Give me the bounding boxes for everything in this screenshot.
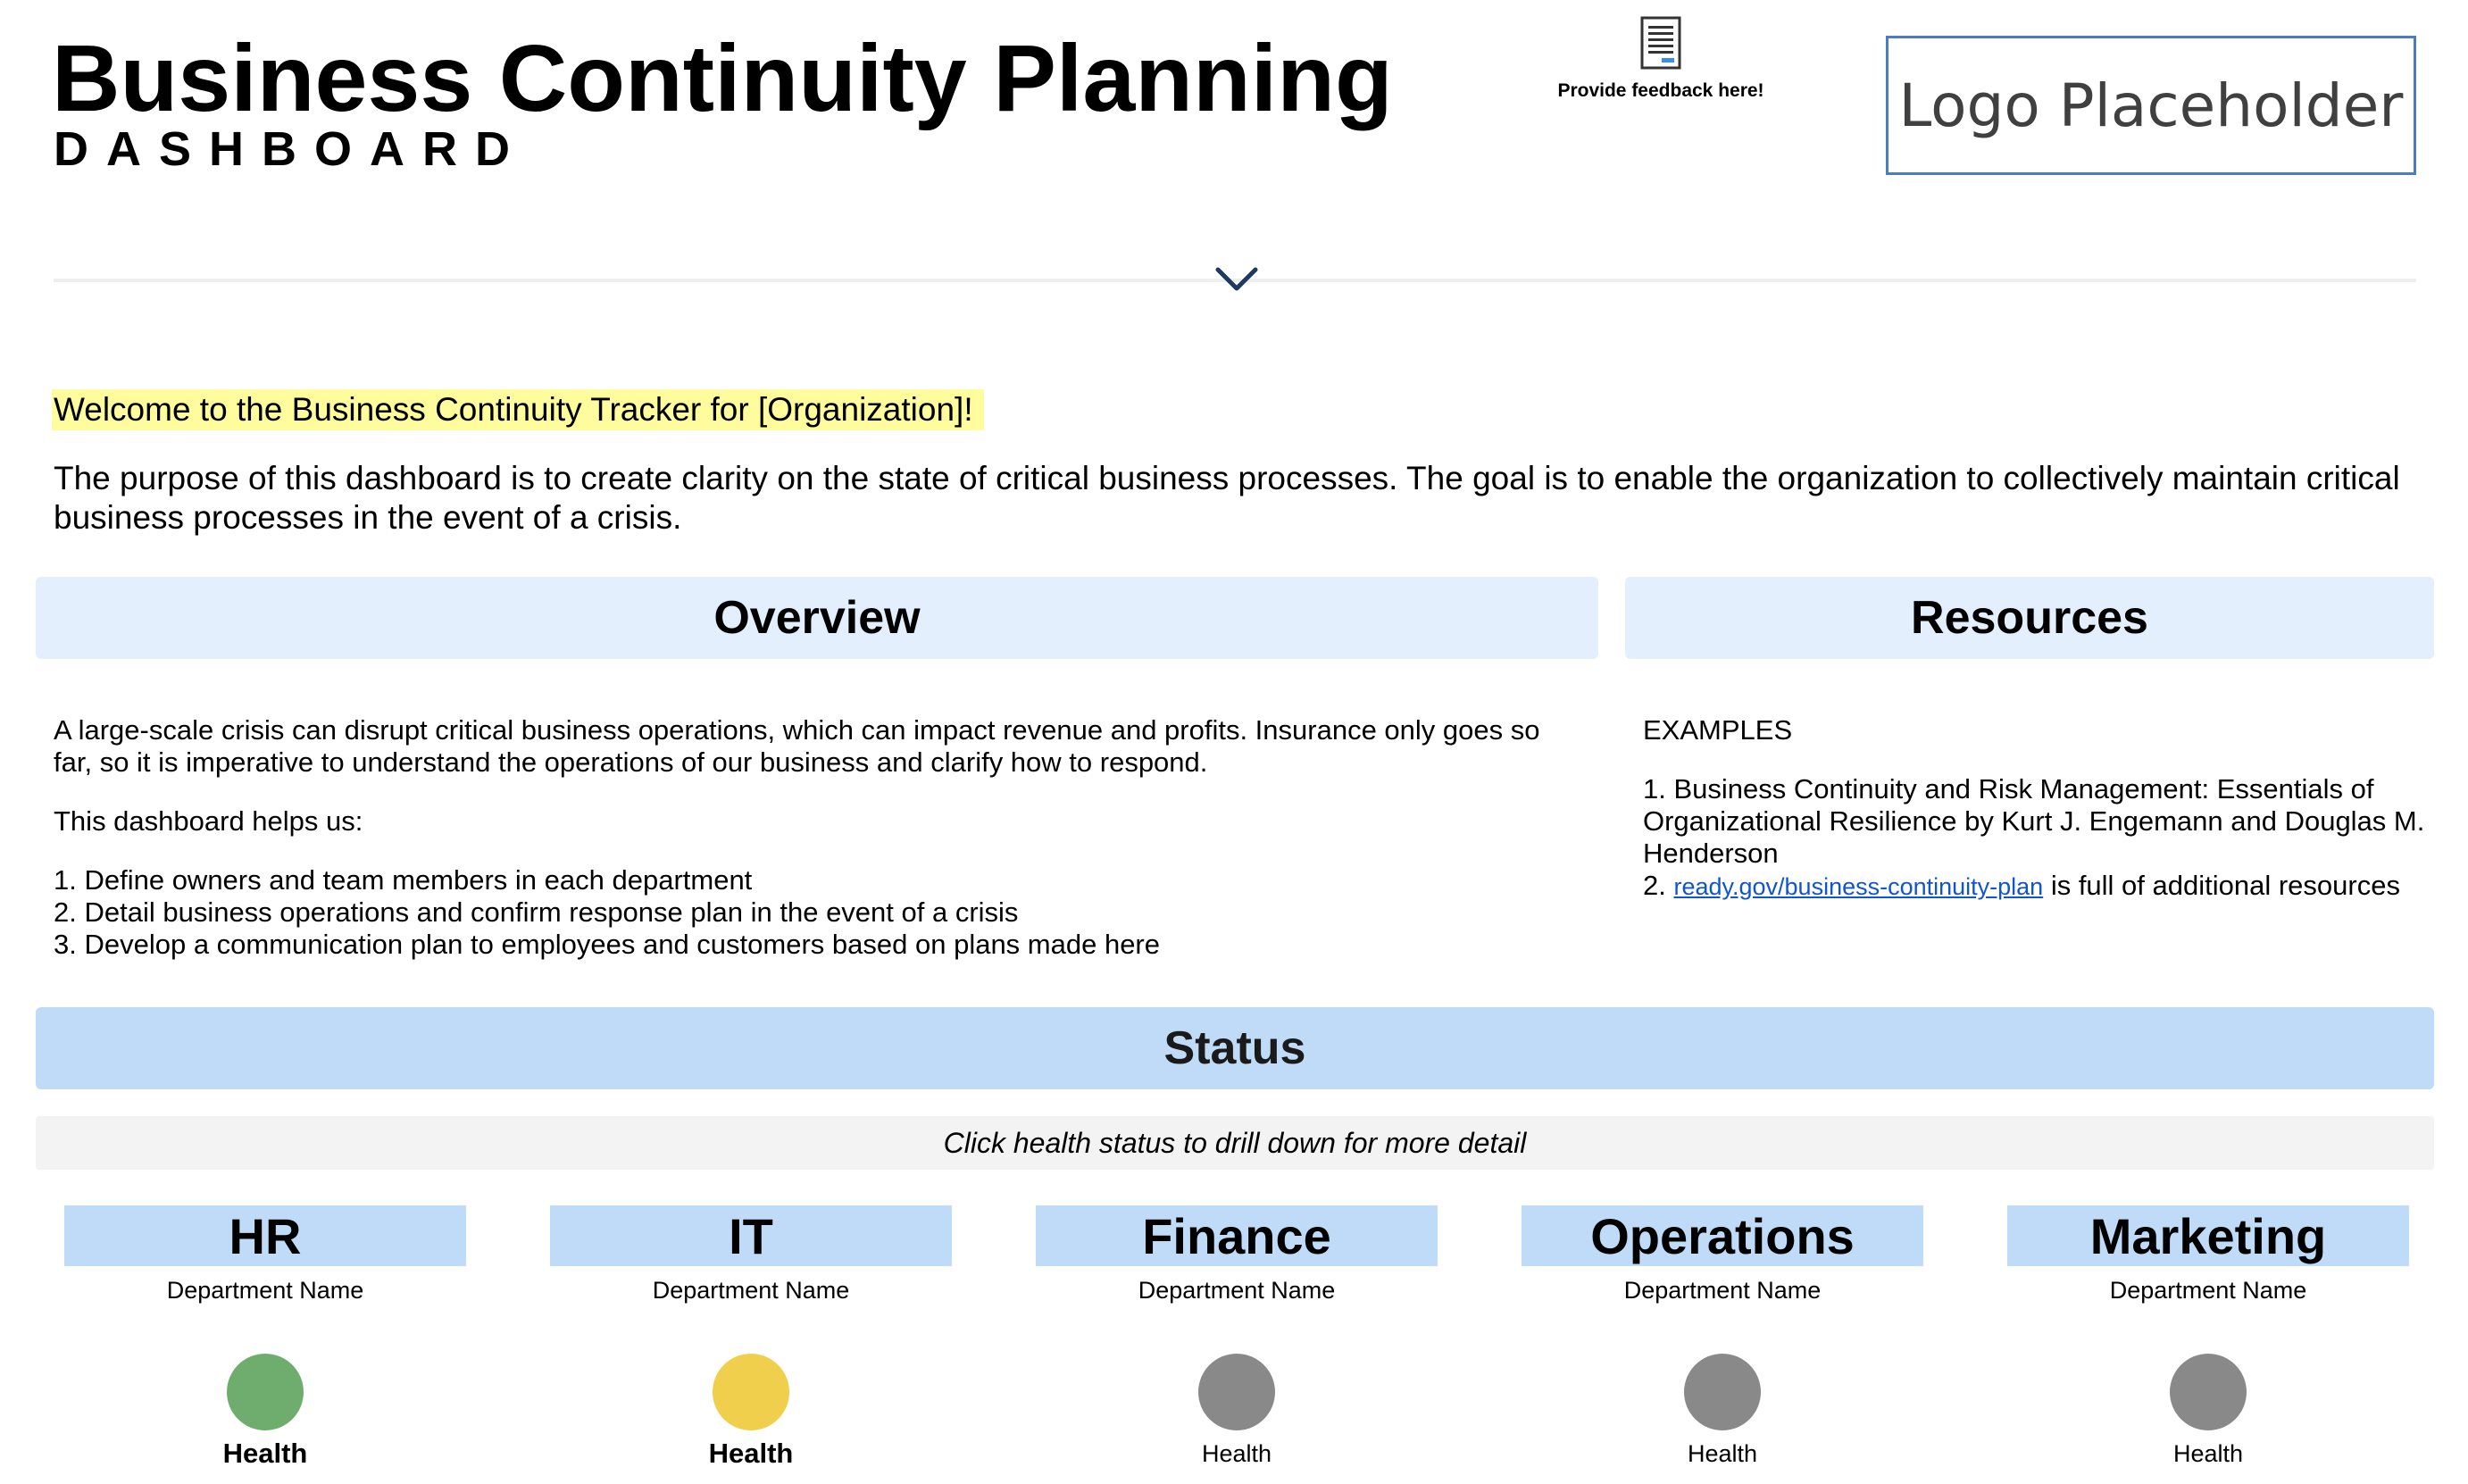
ready-gov-link[interactable]: ready.gov/business-continuity-plan bbox=[1673, 873, 2044, 900]
page-subtitle: DASHBOARD bbox=[54, 122, 528, 176]
examples-label: EXAMPLES bbox=[1643, 714, 1793, 746]
health-label[interactable]: Health bbox=[2172, 1440, 2244, 1467]
overview-heading-label: Overview bbox=[713, 592, 921, 644]
department-subtitle: Department Name bbox=[1138, 1277, 1336, 1304]
overview-body bbox=[54, 714, 1572, 961]
resources-heading bbox=[1625, 577, 2434, 659]
health-status-indicator[interactable] bbox=[227, 1354, 304, 1430]
department-card-marketing[interactable] bbox=[2007, 1205, 2409, 1470]
status-heading-label: Status bbox=[1163, 1022, 1306, 1074]
department-title: Marketing bbox=[2007, 1205, 2409, 1266]
list-item: 1. Define owners and team members in each department bbox=[54, 864, 753, 896]
health-label[interactable]: Health bbox=[1687, 1440, 1758, 1467]
logo-placeholder bbox=[1886, 36, 2416, 175]
department-subtitle: Department Name bbox=[652, 1277, 850, 1304]
status-hint: Click health status to drill down for more detail bbox=[36, 1116, 2434, 1170]
department-title: Finance bbox=[1036, 1205, 1438, 1266]
department-title: IT bbox=[550, 1205, 952, 1266]
department-subtitle: Department Name bbox=[1623, 1277, 1822, 1304]
feedback-label[interactable]: Provide feedback here! bbox=[1557, 80, 1764, 101]
department-card-it[interactable] bbox=[550, 1205, 952, 1470]
list-item: 3. Develop a communication plan to employees and customers based on plans made here bbox=[54, 929, 1161, 960]
resource-suffix: is full of additional resources bbox=[2043, 870, 2400, 901]
resources-list bbox=[1643, 773, 2429, 903]
department-card-finance[interactable] bbox=[1036, 1205, 1438, 1470]
document-icon[interactable] bbox=[1640, 16, 1681, 70]
department-subtitle: Department Name bbox=[166, 1277, 364, 1304]
health-status-indicator[interactable] bbox=[713, 1354, 789, 1430]
chevron-down-icon[interactable] bbox=[1214, 264, 1259, 295]
resources-body bbox=[1643, 714, 2429, 903]
list-item: 1. Business Continuity and Risk Management: Essentials of Organizational Resilience by Kurt J. Engemann and Douglas M. Henderson bbox=[1643, 773, 2425, 869]
overview-paragraph: A large-scale crisis can disrupt critical business operations, which can impact revenue and profits. Insurance only goes so far, so it is imperative to understand the operations of our business and clarify how to respond. bbox=[54, 714, 1540, 778]
department-title: Operations bbox=[1522, 1205, 1923, 1266]
department-title: HR bbox=[64, 1205, 466, 1266]
health-label[interactable]: Health bbox=[708, 1438, 794, 1469]
resources-heading-label: Resources bbox=[1911, 592, 2148, 644]
list-item bbox=[1643, 870, 2429, 903]
logo-text: Logo Placeholder bbox=[1898, 71, 2404, 140]
health-status-indicator[interactable] bbox=[1684, 1354, 1761, 1430]
department-card-operations[interactable] bbox=[1522, 1205, 1923, 1470]
list-item: 2. Detail business operations and confirm response plan in the event of a crisis bbox=[54, 896, 1019, 928]
overview-helps-label: This dashboard helps us: bbox=[54, 805, 363, 837]
overview-list bbox=[54, 864, 1572, 961]
health-label[interactable]: Health bbox=[222, 1438, 308, 1469]
purpose-text: The purpose of this dashboard is to create clarity on the state of critical business processes. The goal is to enable the organization to collectively maintain critical business processes in the event of a crisis. bbox=[54, 460, 2400, 536]
overview-heading bbox=[36, 577, 1598, 659]
health-status-indicator[interactable] bbox=[1198, 1354, 1275, 1430]
status-heading bbox=[36, 1007, 2434, 1089]
feedback-link[interactable] bbox=[1554, 16, 1768, 102]
department-subtitle: Department Name bbox=[2109, 1277, 2307, 1304]
page-title: Business Continuity Planning bbox=[52, 26, 1393, 131]
health-label[interactable]: Health bbox=[1201, 1440, 1272, 1467]
department-card-hr[interactable] bbox=[64, 1205, 466, 1470]
welcome-banner: Welcome to the Business Continuity Tracker for [Organization]! bbox=[52, 389, 984, 430]
health-status-indicator[interactable] bbox=[2170, 1354, 2247, 1430]
resource-prefix: 2. bbox=[1643, 870, 1674, 901]
